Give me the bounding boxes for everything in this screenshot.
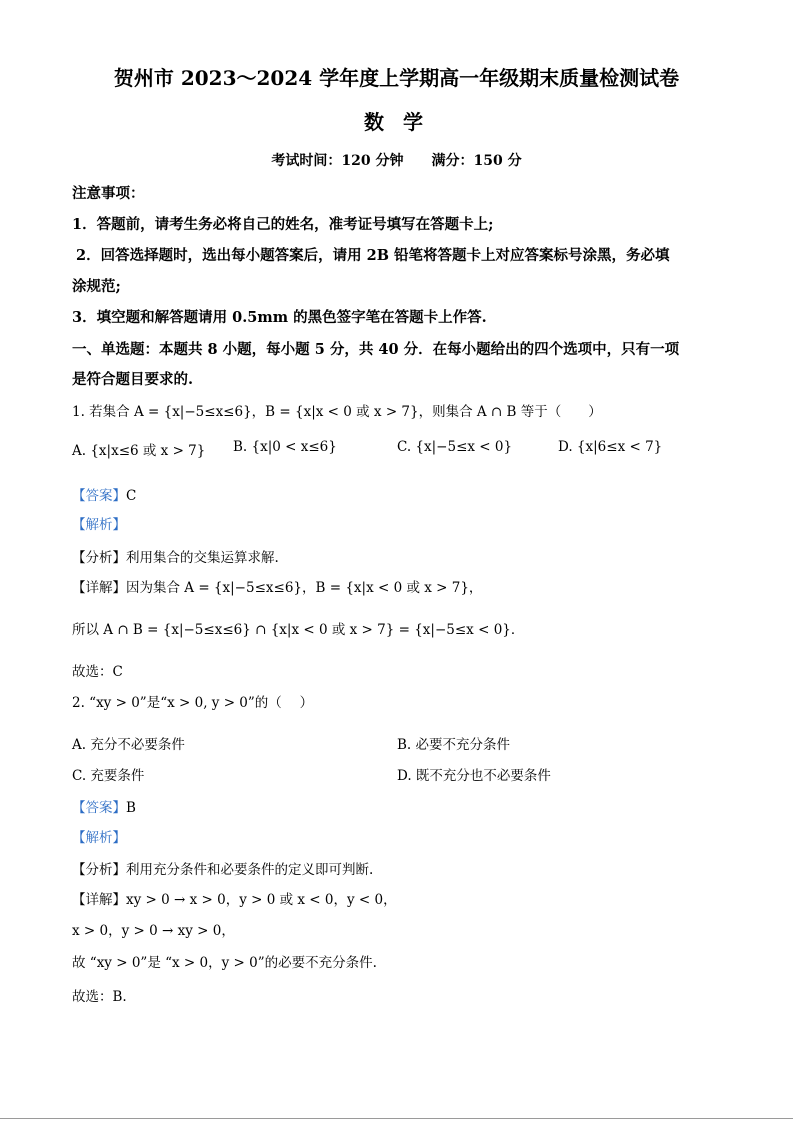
q1-option-c: C. {x|−5≤x < 0} xyxy=(397,439,513,455)
q1-analysis-tag: 【解析】 xyxy=(72,517,126,533)
q2-answer-line xyxy=(72,796,136,816)
section-1-line-1: 一、单选题：本题共 8 小题，每小题 5 分，共 40 分．在每小题给出的四个选项中，只有一项 xyxy=(72,341,680,358)
notice-item-2-line-2: 涂规范; xyxy=(72,278,121,295)
q2-choice: 故选：B. xyxy=(72,989,127,1005)
notice-item-2-line-1: 2．回答选择题时，选出每小题答案后，请用 2B 铅笔将答题卡上对应答案标号涂黑，务必填 xyxy=(76,247,670,264)
exam-meta: 考试时间：120 分钟 满分：150 分 xyxy=(271,153,522,169)
q1-detail: 【详解】因为集合 A = {x|−5≤x≤6}，B = {x|x < 0 或 x > 7}， xyxy=(72,580,483,596)
q2-option-a: A. 充分不必要条件 xyxy=(72,737,185,753)
q2-answer-tag: 【答案】 xyxy=(72,800,126,816)
q2-fenxi: 【分析】利用充分条件和必要条件的定义即可判断. xyxy=(72,862,374,878)
notice-item-3: 3．填空题和解答题请用 0.5mm 的黑色签字笔在答题卡上作答. xyxy=(72,309,487,326)
subject-title: 数 学 xyxy=(364,110,429,134)
q1-option-d: D. {x|6≤x < 7} xyxy=(558,439,663,455)
q1-fenxi: 【分析】利用集合的交集运算求解. xyxy=(72,550,279,566)
q2-conclusion: 故 “xy > 0”是 “x > 0，y > 0”的必要不充分条件. xyxy=(72,955,377,971)
q2-answer-value: B xyxy=(126,800,136,816)
q1-option-a: A. {x|x≤6 或 x > 7} xyxy=(72,443,206,459)
q2-detail-2: x > 0，y > 0 → xy > 0， xyxy=(72,923,235,939)
q1-choice: 故选：C xyxy=(72,664,123,680)
q2-analysis-tag: 【解析】 xyxy=(72,830,126,846)
notice-item-1: 1．答题前，请考生务必将自己的姓名，准考证号填写在答题卡上; xyxy=(72,216,494,233)
q1-option-b: B. {x|0 < x≤6} xyxy=(233,439,337,455)
notice-heading: 注意事项： xyxy=(72,185,145,202)
q2-option-c: C. 充要条件 xyxy=(72,768,145,784)
q1-answer-tag: 【答案】 xyxy=(72,488,126,504)
q1-stem: 1. 若集合 A = {x|−5≤x≤6}，B = {x|x < 0 或 x > 7}，则集合 A ∩ B 等于（ ） xyxy=(72,404,602,420)
q1-result: 所以 A ∩ B = {x|−5≤x≤6} ∩ {x|x < 0 或 x > 7} = {x|−5≤x < 0}． xyxy=(72,622,525,638)
section-1-line-2: 是符合题目要求的. xyxy=(72,371,194,388)
exam-title: 贺州市 2023～2024 学年度上学期高一年级期末质量检测试卷 xyxy=(113,66,680,90)
q1-answer-line xyxy=(72,484,136,504)
q1-answer-value: C xyxy=(126,488,137,504)
q2-stem: 2. “xy > 0”是“x > 0, y > 0”的（ ） xyxy=(72,695,314,711)
q2-detail: 【详解】xy > 0 → x > 0，y > 0 或 x < 0，y < 0， xyxy=(72,892,397,908)
q2-option-d: D. 既不充分也不必要条件 xyxy=(397,768,551,784)
q2-option-b: B. 必要不充分条件 xyxy=(397,737,511,753)
page-bottom-divider xyxy=(0,1118,793,1119)
